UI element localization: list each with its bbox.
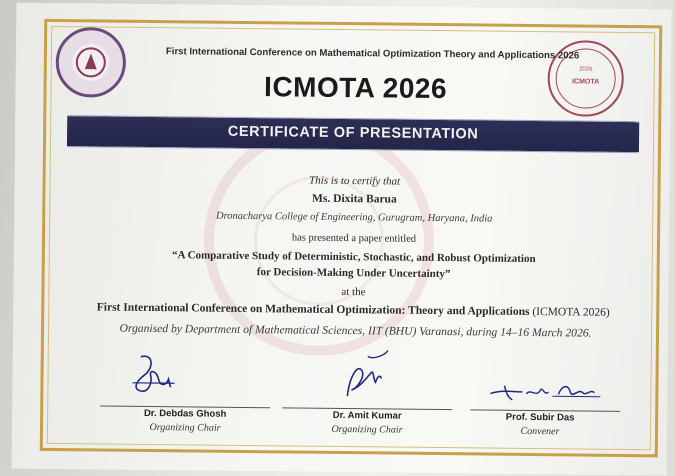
signatory-name-das: Prof. Subir Das — [505, 411, 575, 424]
signatory-name-ghosh: Dr. Debdas Ghosh — [143, 407, 227, 420]
signatory-role-das: Convener — [520, 425, 560, 438]
conference-header: First International Conference on Mathematical Optimization Theory and Applications 2026 — [165, 46, 580, 62]
signatory-role-kumar: Organizing Chair — [331, 423, 403, 436]
signature-ghosh-drawing — [122, 349, 203, 405]
seal-name: ICMOTA — [572, 78, 600, 86]
recipient-name: Ms. Dixita Barua — [312, 192, 397, 206]
signatory-name-kumar: Dr. Amit Kumar — [332, 409, 402, 422]
signature-das-drawing — [482, 369, 622, 410]
at-line: at the — [341, 286, 366, 299]
presented-line: has presented a paper entitled — [291, 232, 417, 245]
certificate-banner — [67, 115, 639, 153]
organiser-line: Organised by Department of Mathematical Sciences, IIT (BHU) Varanasi, during 14–16 March 2026. — [119, 321, 592, 340]
banner-text: CERTIFICATE OF PRESENTATION — [227, 123, 479, 143]
certify-line: This is to certify that — [309, 174, 401, 188]
institute-logo — [55, 27, 126, 98]
signature-kumar-drawing — [327, 346, 408, 407]
recipient-institution: Dronacharya College of Engineering, Gurugram, Haryana, India — [215, 210, 493, 225]
certificate-title: ICMOTA 2026 — [263, 71, 448, 105]
conference-name-text: First International Conference on Mathematical Optimization: Theory and Applications — [96, 301, 530, 318]
paper-title-line-1: “A Comparative Study of Deterministic, Stochastic, and Robust Optimization — [171, 249, 536, 266]
signatory-role-ghosh: Organizing Chair — [149, 422, 221, 434]
conference-abbreviation: (ICMOTA 2026) — [532, 306, 610, 319]
certificate-paper — [12, 3, 672, 476]
seal-year: 2026 — [579, 66, 593, 73]
signature-ghosh — [122, 349, 273, 406]
paper-title-line-2: for Decision-Making Under Uncertainty” — [256, 266, 451, 281]
signature-kumar — [327, 346, 478, 403]
